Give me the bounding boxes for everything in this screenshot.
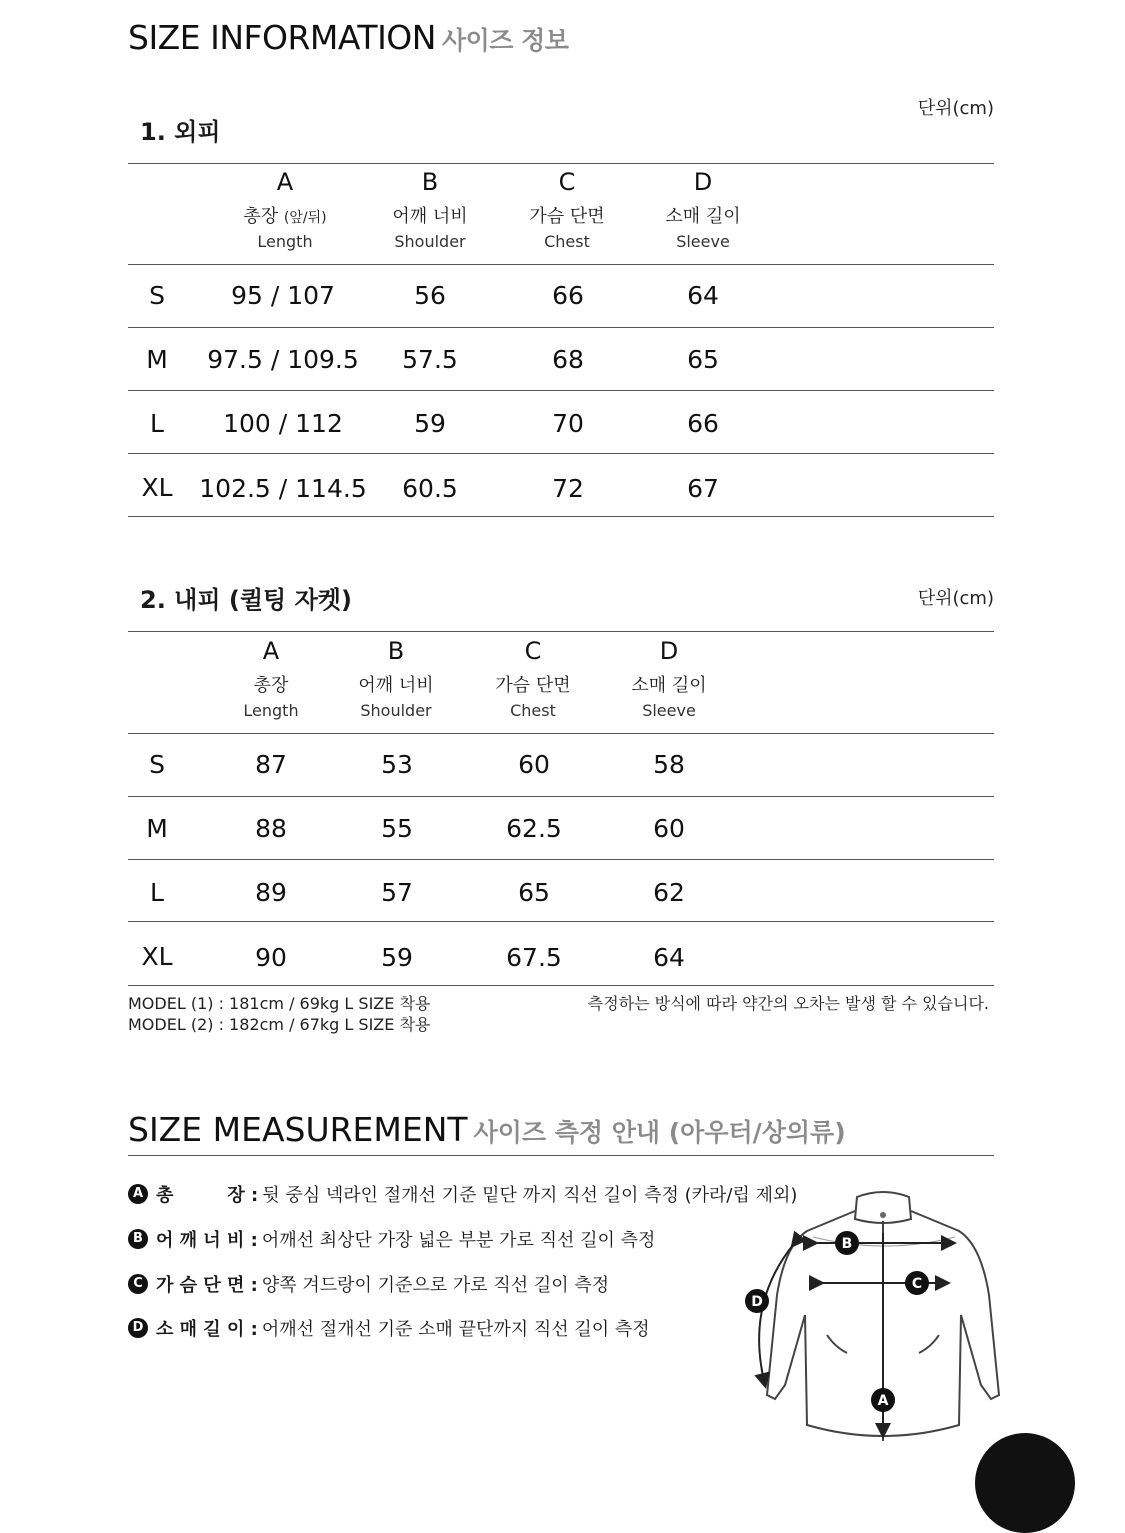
diagram-badge-c: C xyxy=(911,1276,923,1292)
table-rule xyxy=(128,327,994,328)
cell-shoulder: 60.5 xyxy=(402,474,458,503)
item-label: 소 매 길 이 : xyxy=(156,1319,258,1340)
col-en-label: Shoulder xyxy=(394,232,466,251)
cell-chest: 70 xyxy=(552,409,584,438)
diagram-badge-b: B xyxy=(841,1236,853,1252)
col-kr-label: 소매 길이 xyxy=(631,675,707,696)
col-en-label: Sleeve xyxy=(642,701,696,720)
diagram-badges xyxy=(745,1231,929,1412)
table-rule xyxy=(128,985,994,986)
measurement-title xyxy=(128,1110,846,1149)
section-rule xyxy=(128,1155,994,1156)
measurement-arrows xyxy=(759,1233,953,1435)
cell-length: 89 xyxy=(255,878,287,907)
col-en-label: Chest xyxy=(544,232,590,251)
cell-length: 87 xyxy=(255,750,287,779)
measurement-item-b xyxy=(128,1226,655,1252)
size-label: L xyxy=(150,878,164,907)
col-en-label: Sleeve xyxy=(676,232,730,251)
badge-b: B xyxy=(128,1229,148,1249)
col-kr-note: (앞/뒤) xyxy=(283,210,327,226)
cell-shoulder: 53 xyxy=(381,750,413,779)
cell-length: 95 / 107 xyxy=(231,281,335,310)
cell-length: 90 xyxy=(255,943,287,972)
col-letter: B xyxy=(387,637,405,665)
table-rule xyxy=(128,390,994,391)
table-rule xyxy=(128,921,994,922)
col-letter: D xyxy=(693,168,713,196)
cell-shoulder: 55 xyxy=(381,814,413,843)
measurement-disclaimer: 측정하는 방식에 따라 약간의 오차는 발생 할 수 있습니다. xyxy=(587,994,989,1013)
item-label: 어 깨 너 비 : xyxy=(156,1230,258,1251)
cell-chest: 66 xyxy=(552,281,584,310)
col-kr-label: 어깨 너비 xyxy=(392,206,468,227)
size-label: XL xyxy=(141,473,173,502)
cell-sleeve: 60 xyxy=(653,814,685,843)
cell-sleeve: 64 xyxy=(687,281,719,310)
col-kr-label: 소매 길이 xyxy=(665,206,741,227)
measurement-item-c xyxy=(128,1271,609,1297)
table-rule xyxy=(128,796,994,797)
col-letter: A xyxy=(262,637,280,665)
col-letter: C xyxy=(558,168,576,196)
badge-d: D xyxy=(128,1318,148,1338)
model-note-2: MODEL (2) : 182cm / 67kg L SIZE 착용 xyxy=(128,1015,431,1034)
cell-shoulder: 59 xyxy=(381,943,413,972)
cell-length: 102.5 / 114.5 xyxy=(199,474,367,503)
cell-shoulder: 57.5 xyxy=(402,345,458,374)
cell-length: 100 / 112 xyxy=(223,409,343,438)
item-desc: 어깨선 최상단 가장 넓은 부분 가로 직선 길이 측정 xyxy=(261,1230,656,1251)
title-text: SIZE INFORMATION xyxy=(128,18,436,57)
col-letter: A xyxy=(276,168,294,196)
col-kr-text: 총장 xyxy=(243,206,279,227)
size-label: M xyxy=(146,345,168,374)
col-en-label: Length xyxy=(257,232,313,251)
col-en-label: Length xyxy=(243,701,299,720)
table-rule xyxy=(128,264,994,265)
measurement-item-d xyxy=(128,1315,650,1341)
item-desc: 뒷 중심 넥라인 절개선 기준 밑단 까지 직선 길이 측정 (카라/립 제외) xyxy=(262,1185,798,1206)
measurement-subtitle: 사이즈 측정 안내 (아우터/상의류) xyxy=(473,1118,846,1147)
col-en-label: Chest xyxy=(510,701,556,720)
cell-length: 97.5 / 109.5 xyxy=(207,345,359,374)
cell-sleeve: 66 xyxy=(687,409,719,438)
measurement-item-a xyxy=(128,1181,797,1207)
cell-chest: 60 xyxy=(518,750,550,779)
inner-section-title: 2. 내피 (퀼팅 자켓) xyxy=(140,586,352,614)
table-rule xyxy=(128,733,994,734)
size-label: M xyxy=(146,814,168,843)
title-subtitle: 사이즈 정보 xyxy=(441,26,569,55)
outer-section-title: 1. 외피 xyxy=(140,118,221,146)
cell-sleeve: 62 xyxy=(653,878,685,907)
size-label: L xyxy=(150,409,164,438)
cell-chest: 65 xyxy=(518,878,550,907)
col-letter: C xyxy=(524,637,542,665)
cell-chest: 67.5 xyxy=(506,943,562,972)
diagram-badge-d: D xyxy=(751,1294,763,1310)
item-desc: 양쪽 겨드랑이 기준으로 가로 직선 길이 측정 xyxy=(261,1275,610,1296)
badge-a: A xyxy=(128,1184,148,1204)
size-label: XL xyxy=(141,942,173,971)
cell-chest: 62.5 xyxy=(506,814,562,843)
size-label: S xyxy=(149,281,165,310)
measurement-title-text: SIZE MEASUREMENT xyxy=(128,1110,468,1149)
jacket-measurement-diagram xyxy=(735,1185,1005,1453)
cell-chest: 68 xyxy=(552,345,584,374)
col-kr-label: 어깨 너비 xyxy=(358,675,434,696)
cell-sleeve: 67 xyxy=(687,474,719,503)
cell-length: 88 xyxy=(255,814,287,843)
outer-col-d-header xyxy=(613,168,793,251)
inner-unit-label: 단위(cm) xyxy=(917,588,994,609)
inner-col-d-header xyxy=(579,637,759,720)
table-rule xyxy=(128,859,994,860)
col-letter: D xyxy=(659,637,679,665)
col-letter: B xyxy=(421,168,439,196)
table-rule xyxy=(128,453,994,454)
item-desc: 어깨선 절개선 기준 소매 끝단까지 직선 길이 측정 xyxy=(261,1319,650,1340)
size-label: S xyxy=(149,750,165,779)
table-rule xyxy=(128,163,994,164)
col-kr-label: 가슴 단면 xyxy=(529,206,605,227)
col-kr-label: 총장 xyxy=(253,675,289,696)
cell-chest: 72 xyxy=(552,474,584,503)
col-kr-label: 가슴 단면 xyxy=(495,675,571,696)
outer-unit-label: 단위(cm) xyxy=(917,98,994,119)
cell-shoulder: 57 xyxy=(381,878,413,907)
cell-shoulder: 56 xyxy=(414,281,446,310)
cell-sleeve: 58 xyxy=(653,750,685,779)
sleeve-arrow xyxy=(759,1245,793,1385)
page-title xyxy=(128,18,568,57)
item-label: 가 슴 단 면 : xyxy=(156,1275,258,1296)
model-note-1: MODEL (1) : 181cm / 69kg L SIZE 착용 xyxy=(128,994,431,1013)
cell-shoulder: 59 xyxy=(414,409,446,438)
diagram-badge-a: A xyxy=(877,1393,889,1409)
table-rule xyxy=(128,631,994,632)
scroll-top-button[interactable] xyxy=(975,1433,1075,1533)
col-en-label: Shoulder xyxy=(360,701,432,720)
badge-c: C xyxy=(128,1274,148,1294)
table-rule xyxy=(128,516,994,517)
item-label: 총 장 : xyxy=(156,1185,259,1206)
cell-sleeve: 65 xyxy=(687,345,719,374)
cell-sleeve: 64 xyxy=(653,943,685,972)
